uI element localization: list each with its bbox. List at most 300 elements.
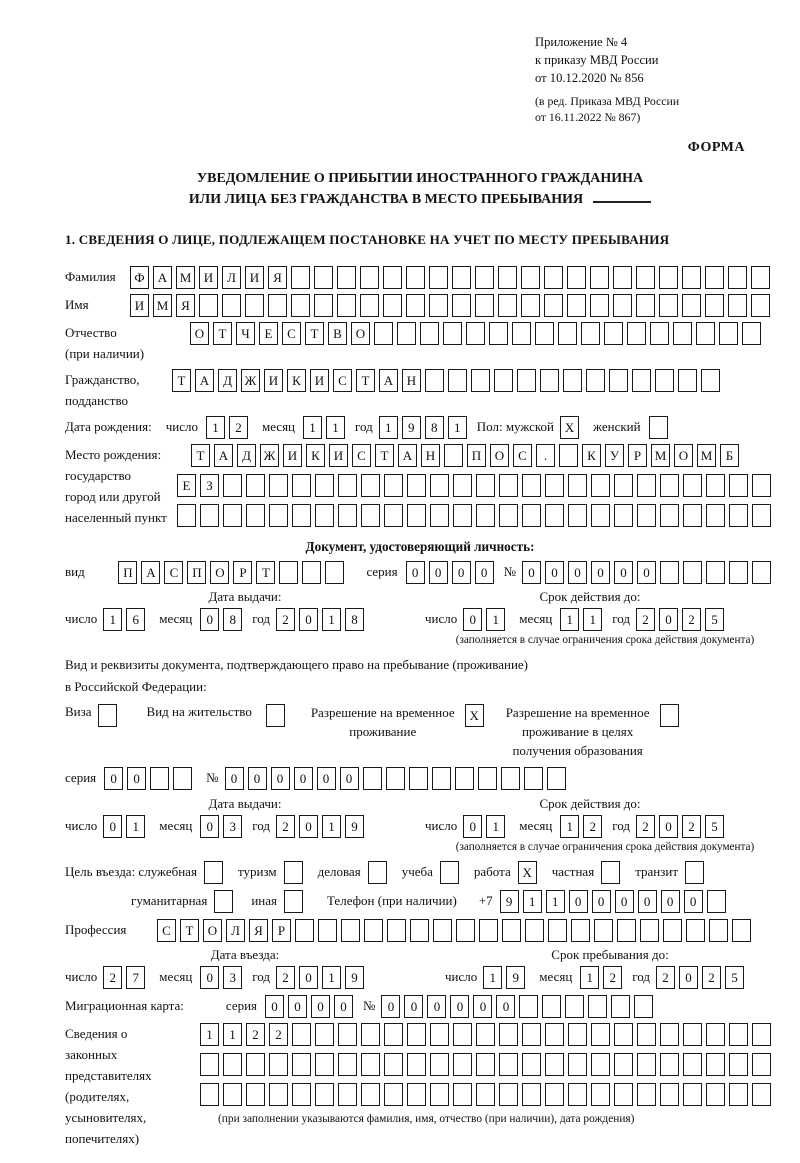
id-doc-series-cell[interactable]: 0 [475,561,494,584]
stay-doc-number-cell[interactable] [386,767,405,790]
birthplace-cell[interactable] [706,474,725,497]
given-name-cell[interactable] [314,294,333,317]
profession-cell[interactable] [318,919,337,942]
representatives-cell[interactable] [591,1083,610,1106]
entry-year-cell[interactable]: 2 [276,966,295,989]
birthplace-cell[interactable] [430,504,449,527]
representatives-cell[interactable] [430,1023,449,1046]
birthplace-cell[interactable] [637,504,656,527]
id-doc-number-cell[interactable]: 0 [614,561,633,584]
birthplace-cell[interactable] [407,474,426,497]
phone-cell[interactable]: 1 [546,890,565,913]
migration-card-number-cell[interactable] [519,995,538,1018]
purpose-business-cell[interactable] [368,861,387,884]
patronymic-cell[interactable] [604,322,623,345]
entry-day-cell[interactable]: 7 [126,966,145,989]
given-name-cell[interactable] [383,294,402,317]
citizenship-cell[interactable] [540,369,559,392]
given-name-cell[interactable] [521,294,540,317]
id-expiry-day-cell[interactable]: 0 [463,608,482,631]
surname-cell[interactable]: А [153,266,172,289]
representatives-cell[interactable] [568,1023,587,1046]
stay-doc-number-cell[interactable] [455,767,474,790]
birthplace-cell[interactable] [338,504,357,527]
phone-cell[interactable] [707,890,726,913]
surname-cell[interactable] [751,266,770,289]
birthplace-cell[interactable]: К [306,444,325,467]
representatives-cell[interactable] [522,1023,541,1046]
birth-year-cell[interactable]: 1 [448,416,467,439]
given-name-cell[interactable] [475,294,494,317]
birthplace-cell[interactable] [660,474,679,497]
birthplace-cell[interactable] [522,474,541,497]
id-issue-month-cell[interactable]: 0 [200,608,219,631]
surname-cell[interactable]: Ф [130,266,149,289]
surname-cell[interactable] [360,266,379,289]
profession-cell[interactable] [410,919,429,942]
stay-doc-series-cell[interactable] [150,767,169,790]
birthplace-cell[interactable]: И [329,444,348,467]
birthplace-cell[interactable]: А [214,444,233,467]
purpose-private-cell[interactable] [601,861,620,884]
representatives-cell[interactable] [637,1083,656,1106]
patronymic-cell[interactable] [627,322,646,345]
birth-month-cell[interactable]: 1 [326,416,345,439]
representatives-cell[interactable] [729,1023,748,1046]
stay-doc-number-cell[interactable] [501,767,520,790]
citizenship-cell[interactable] [448,369,467,392]
profession-cell[interactable]: Р [272,919,291,942]
representatives-cell[interactable] [637,1053,656,1076]
birthplace-cell[interactable]: П [467,444,486,467]
id-issue-year-cell[interactable]: 8 [345,608,364,631]
given-name-cell[interactable] [291,294,310,317]
representatives-cell[interactable] [660,1083,679,1106]
profession-cell[interactable] [617,919,636,942]
stay-issue-year-cell[interactable]: 0 [299,815,318,838]
representatives-cell[interactable] [292,1023,311,1046]
patronymic-cell[interactable] [650,322,669,345]
stay-issue-year-cell[interactable]: 9 [345,815,364,838]
stay-doc-series-cell[interactable] [173,767,192,790]
profession-cell[interactable] [364,919,383,942]
citizenship-cell[interactable] [586,369,605,392]
birthplace-cell[interactable] [614,474,633,497]
purpose-work-cell[interactable]: X [518,861,537,884]
representatives-cell[interactable] [338,1023,357,1046]
id-doc-type-cell[interactable]: Р [233,561,252,584]
citizenship-cell[interactable]: К [287,369,306,392]
birth-day-cell[interactable]: 1 [206,416,225,439]
profession-cell[interactable] [456,919,475,942]
profession-cell[interactable] [594,919,613,942]
patronymic-cell[interactable]: Ч [236,322,255,345]
birthplace-cell[interactable]: З [200,474,219,497]
stay-expiry-day-cell[interactable]: 0 [463,815,482,838]
given-name-cell[interactable] [659,294,678,317]
id-doc-number-cell[interactable] [706,561,725,584]
id-doc-series-cell[interactable]: 0 [429,561,448,584]
birthplace-cell[interactable]: Б [720,444,739,467]
representatives-cell[interactable]: 2 [269,1023,288,1046]
representatives-cell[interactable]: 2 [246,1023,265,1046]
birthplace-cell[interactable] [384,474,403,497]
citizenship-cell[interactable] [609,369,628,392]
stay-expiry-year-cell[interactable]: 0 [659,815,678,838]
migration-card-number-cell[interactable]: 0 [496,995,515,1018]
birthplace-cell[interactable]: Т [191,444,210,467]
surname-cell[interactable] [314,266,333,289]
id-expiry-year-cell[interactable]: 2 [636,608,655,631]
representatives-cell[interactable] [522,1053,541,1076]
visa-cell[interactable] [98,704,117,727]
given-name-cell[interactable] [498,294,517,317]
representatives-cell[interactable] [614,1083,633,1106]
citizenship-cell[interactable] [701,369,720,392]
profession-cell[interactable] [433,919,452,942]
citizenship-cell[interactable]: С [333,369,352,392]
stay-issue-day-cell[interactable]: 0 [103,815,122,838]
stay-until-month-cell[interactable]: 2 [603,966,622,989]
profession-cell[interactable]: С [157,919,176,942]
id-expiry-day-cell[interactable]: 1 [486,608,505,631]
id-doc-number-cell[interactable] [752,561,771,584]
profession-cell[interactable] [295,919,314,942]
surname-cell[interactable] [544,266,563,289]
representatives-cell[interactable] [246,1083,265,1106]
given-name-cell[interactable] [360,294,379,317]
profession-cell[interactable] [571,919,590,942]
representatives-cell[interactable] [338,1053,357,1076]
birth-year-cell[interactable]: 8 [425,416,444,439]
representatives-cell[interactable] [591,1053,610,1076]
id-issue-year-cell[interactable]: 1 [322,608,341,631]
representatives-cell[interactable] [430,1083,449,1106]
patronymic-cell[interactable]: О [351,322,370,345]
surname-cell[interactable] [429,266,448,289]
representatives-cell[interactable] [200,1083,219,1106]
entry-day-cell[interactable]: 2 [103,966,122,989]
birthplace-cell[interactable]: Е [177,474,196,497]
birthplace-cell[interactable]: С [513,444,532,467]
birthplace-cell[interactable] [444,444,463,467]
phone-cell[interactable]: 9 [500,890,519,913]
stay-doc-number-cell[interactable]: 0 [317,767,336,790]
given-name-cell[interactable] [199,294,218,317]
migration-card-series-cell[interactable]: 0 [334,995,353,1018]
id-doc-type-cell[interactable]: Т [256,561,275,584]
birthplace-cell[interactable] [683,474,702,497]
citizenship-cell[interactable]: И [310,369,329,392]
citizenship-cell[interactable] [632,369,651,392]
id-doc-number-cell[interactable]: 0 [637,561,656,584]
patronymic-cell[interactable] [696,322,715,345]
stay-doc-number-cell[interactable]: 0 [294,767,313,790]
patronymic-cell[interactable] [673,322,692,345]
id-issue-month-cell[interactable]: 8 [223,608,242,631]
temp-residence-edu-cell[interactable] [660,704,679,727]
purpose-humanitarian-cell[interactable] [214,890,233,913]
purpose-official-cell[interactable] [204,861,223,884]
birthplace-cell[interactable]: У [605,444,624,467]
birthplace-cell[interactable] [246,474,265,497]
representatives-cell[interactable] [476,1053,495,1076]
representatives-cell[interactable] [453,1053,472,1076]
temp-residence-cell[interactable]: X [465,704,484,727]
stay-doc-number-cell[interactable]: 0 [271,767,290,790]
birthplace-cell[interactable] [591,474,610,497]
citizenship-cell[interactable]: А [195,369,214,392]
representatives-cell[interactable] [269,1083,288,1106]
birthplace-cell[interactable]: С [352,444,371,467]
id-doc-number-cell[interactable] [683,561,702,584]
phone-cell[interactable]: 0 [638,890,657,913]
id-issue-day-cell[interactable]: 1 [103,608,122,631]
patronymic-cell[interactable] [443,322,462,345]
surname-cell[interactable]: И [199,266,218,289]
birthplace-cell[interactable] [430,474,449,497]
stay-doc-number-cell[interactable] [524,767,543,790]
patronymic-cell[interactable] [719,322,738,345]
migration-card-series-cell[interactable]: 0 [288,995,307,1018]
id-issue-year-cell[interactable]: 2 [276,608,295,631]
representatives-cell[interactable] [568,1053,587,1076]
representatives-cell[interactable]: 1 [223,1023,242,1046]
birthplace-cell[interactable]: Ж [260,444,279,467]
patronymic-cell[interactable]: Т [213,322,232,345]
surname-cell[interactable] [337,266,356,289]
stay-doc-number-cell[interactable] [547,767,566,790]
citizenship-cell[interactable] [678,369,697,392]
birthplace-cell[interactable]: Н [421,444,440,467]
birthplace-cell[interactable] [315,474,334,497]
representatives-cell[interactable] [660,1023,679,1046]
birthplace-cell[interactable]: О [674,444,693,467]
given-name-cell[interactable] [544,294,563,317]
citizenship-cell[interactable]: Т [356,369,375,392]
birthplace-cell[interactable] [269,474,288,497]
id-doc-number-cell[interactable] [660,561,679,584]
birth-year-cell[interactable]: 1 [379,416,398,439]
surname-cell[interactable] [728,266,747,289]
stay-doc-number-cell[interactable] [432,767,451,790]
citizenship-cell[interactable]: А [379,369,398,392]
birthplace-cell[interactable]: . [536,444,555,467]
patronymic-cell[interactable] [535,322,554,345]
profession-cell[interactable] [709,919,728,942]
id-expiry-month-cell[interactable]: 1 [583,608,602,631]
patronymic-cell[interactable] [466,322,485,345]
representatives-cell[interactable] [637,1023,656,1046]
purpose-other-cell[interactable] [284,890,303,913]
birthplace-cell[interactable] [614,504,633,527]
representatives-cell[interactable] [614,1023,633,1046]
representatives-cell[interactable] [361,1083,380,1106]
migration-card-number-cell[interactable] [542,995,561,1018]
given-name-cell[interactable]: Я [176,294,195,317]
birthplace-cell[interactable] [706,504,725,527]
stay-expiry-year-cell[interactable]: 2 [682,815,701,838]
patronymic-cell[interactable] [581,322,600,345]
id-doc-type-cell[interactable]: А [141,561,160,584]
citizenship-cell[interactable]: Ж [241,369,260,392]
given-name-cell[interactable] [268,294,287,317]
entry-month-cell[interactable]: 0 [200,966,219,989]
birthplace-cell[interactable] [246,504,265,527]
birthplace-cell[interactable] [269,504,288,527]
representatives-cell[interactable] [384,1053,403,1076]
representatives-cell[interactable] [752,1083,771,1106]
birthplace-cell[interactable] [476,474,495,497]
representatives-cell[interactable] [407,1053,426,1076]
representatives-cell[interactable] [453,1023,472,1046]
citizenship-cell[interactable] [494,369,513,392]
id-doc-number-cell[interactable]: 0 [545,561,564,584]
entry-year-cell[interactable]: 1 [322,966,341,989]
birthplace-cell[interactable] [729,504,748,527]
representatives-cell[interactable] [315,1083,334,1106]
id-issue-year-cell[interactable]: 0 [299,608,318,631]
birth-day-cell[interactable]: 2 [229,416,248,439]
birth-year-cell[interactable]: 9 [402,416,421,439]
id-doc-number-cell[interactable]: 0 [568,561,587,584]
birthplace-cell[interactable]: Р [628,444,647,467]
birthplace-cell[interactable] [292,474,311,497]
representatives-cell[interactable] [292,1053,311,1076]
stay-expiry-year-cell[interactable]: 5 [705,815,724,838]
representatives-cell[interactable] [545,1023,564,1046]
representatives-cell[interactable] [476,1083,495,1106]
representatives-cell[interactable] [706,1023,725,1046]
birthplace-cell[interactable] [729,474,748,497]
citizenship-cell[interactable] [517,369,536,392]
id-doc-number-cell[interactable]: 0 [591,561,610,584]
birthplace-cell[interactable]: М [697,444,716,467]
representatives-cell[interactable] [315,1053,334,1076]
representatives-cell[interactable] [361,1023,380,1046]
birthplace-cell[interactable] [453,474,472,497]
stay-until-day-cell[interactable]: 9 [506,966,525,989]
birthplace-cell[interactable]: Т [375,444,394,467]
given-name-cell[interactable]: И [130,294,149,317]
citizenship-cell[interactable]: Д [218,369,237,392]
profession-cell[interactable] [686,919,705,942]
patronymic-cell[interactable] [489,322,508,345]
profession-cell[interactable]: О [203,919,222,942]
surname-cell[interactable] [383,266,402,289]
representatives-cell[interactable] [683,1053,702,1076]
stay-doc-number-cell[interactable]: 0 [340,767,359,790]
entry-year-cell[interactable]: 9 [345,966,364,989]
birthplace-cell[interactable] [568,504,587,527]
birthplace-cell[interactable] [568,474,587,497]
id-doc-type-cell[interactable]: П [187,561,206,584]
profession-cell[interactable] [341,919,360,942]
stay-until-year-cell[interactable]: 2 [656,966,675,989]
citizenship-cell[interactable]: И [264,369,283,392]
stay-doc-series-cell[interactable]: 0 [104,767,123,790]
representatives-cell[interactable] [407,1083,426,1106]
surname-cell[interactable] [659,266,678,289]
birthplace-cell[interactable] [361,474,380,497]
birthplace-cell[interactable] [499,474,518,497]
representatives-cell[interactable] [591,1023,610,1046]
id-expiry-year-cell[interactable]: 2 [682,608,701,631]
stay-doc-number-cell[interactable]: 0 [248,767,267,790]
birth-month-cell[interactable]: 1 [303,416,322,439]
representatives-cell[interactable] [729,1083,748,1106]
representatives-cell[interactable] [683,1083,702,1106]
given-name-cell[interactable] [682,294,701,317]
residence-permit-cell[interactable] [266,704,285,727]
migration-card-number-cell[interactable]: 0 [381,995,400,1018]
profession-cell[interactable] [640,919,659,942]
migration-card-number-cell[interactable]: 0 [427,995,446,1018]
representatives-cell[interactable] [338,1083,357,1106]
patronymic-cell[interactable]: С [282,322,301,345]
surname-cell[interactable]: Я [268,266,287,289]
id-issue-day-cell[interactable]: 6 [126,608,145,631]
given-name-cell[interactable] [245,294,264,317]
representatives-cell[interactable] [292,1083,311,1106]
representatives-cell[interactable] [522,1083,541,1106]
id-doc-type-cell[interactable] [302,561,321,584]
birthplace-cell[interactable]: И [283,444,302,467]
birthplace-cell[interactable] [660,504,679,527]
given-name-cell[interactable] [337,294,356,317]
citizenship-cell[interactable]: Н [402,369,421,392]
id-expiry-month-cell[interactable]: 1 [560,608,579,631]
birthplace-cell[interactable] [522,504,541,527]
patronymic-cell[interactable] [742,322,761,345]
representatives-cell[interactable] [545,1083,564,1106]
representatives-cell[interactable] [223,1083,242,1106]
surname-cell[interactable]: Л [222,266,241,289]
patronymic-cell[interactable]: О [190,322,209,345]
id-doc-type-cell[interactable]: О [210,561,229,584]
representatives-cell[interactable] [729,1053,748,1076]
sex-female-cell[interactable] [649,416,668,439]
patronymic-cell[interactable] [558,322,577,345]
citizenship-cell[interactable] [655,369,674,392]
stay-doc-number-cell[interactable] [409,767,428,790]
representatives-cell[interactable] [430,1053,449,1076]
migration-card-series-cell[interactable]: 0 [311,995,330,1018]
given-name-cell[interactable] [567,294,586,317]
surname-cell[interactable]: И [245,266,264,289]
id-doc-type-cell[interactable] [279,561,298,584]
id-doc-type-cell[interactable]: П [118,561,137,584]
phone-cell[interactable]: 0 [592,890,611,913]
migration-card-number-cell[interactable]: 0 [450,995,469,1018]
id-expiry-year-cell[interactable]: 5 [705,608,724,631]
birthplace-cell[interactable] [637,474,656,497]
representatives-cell[interactable] [545,1053,564,1076]
birthplace-cell[interactable] [683,504,702,527]
surname-cell[interactable] [475,266,494,289]
phone-cell[interactable]: 1 [523,890,542,913]
representatives-cell[interactable] [200,1053,219,1076]
surname-cell[interactable] [452,266,471,289]
profession-cell[interactable]: Т [180,919,199,942]
birthplace-cell[interactable] [499,504,518,527]
birthplace-cell[interactable] [200,504,219,527]
birthplace-cell[interactable] [384,504,403,527]
representatives-cell[interactable] [246,1053,265,1076]
birthplace-cell[interactable]: К [582,444,601,467]
patronymic-cell[interactable] [420,322,439,345]
representatives-cell[interactable] [752,1023,771,1046]
